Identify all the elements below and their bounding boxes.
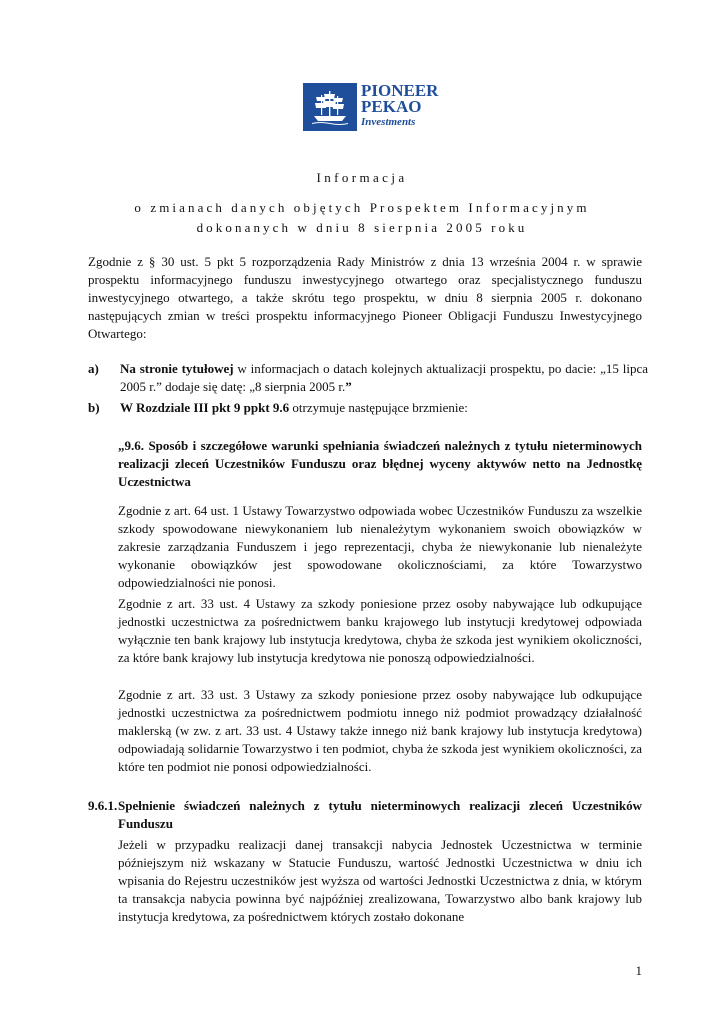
item-bold-tail: ” [345, 379, 352, 394]
logo-line3: Investments [361, 116, 416, 128]
item-marker: b) [88, 400, 100, 415]
item-text: w informacjach o datach kolejnych aktualizacji prospektu, po dacie: „15 lipca 2005 r.” dodaje się datę: „8 sierpnia 2005 r. [120, 361, 648, 394]
paragraph-2: Zgodnie z art. 33 ust. 4 Ustawy za szkody poniesione przez osoby nabywające lub odkupujące jednostki uczestnictwa za pośrednictwem banku krajowego lub instytucji kredytowej odpowiada wyłącznie ten bank krajowy lub instytucja kredytowa, chyba że szkoda jest wynikiem okoliczności, za które bank krajowy lub instytucja kredytowa nie ponoszą odpowiedzialności. [118, 596, 642, 665]
company-logo [303, 83, 438, 131]
logo-line2: PEKAO [361, 97, 422, 116]
document-title: Informacja [316, 170, 408, 185]
list-item-b [88, 399, 648, 417]
paragraph-1: Zgodnie z art. 64 ust. 1 Ustawy Towarzystwo odpowiada wobec Uczestników Funduszu za wszelkie szkody spowodowane niewykonaniem lub nienależytym wykonaniem swoich obowiązków w zakresie zarządzania Funduszem i jego reprezentacji, chyba że niewykonanie lub nienależyte wykonanie obowiązków jest spowodowane okolicznościami, za które Towarzystwo odpowiedzialności nie ponosi. [118, 503, 642, 590]
subtitle-line2: dokonanych w dniu 8 sierpnia 2005 roku [196, 220, 528, 235]
item-bold-lead: Na stronie tytułowej [120, 361, 234, 376]
list-item-a [88, 360, 648, 396]
ship-icon [303, 83, 357, 131]
subsection-heading [88, 797, 642, 833]
item-text: otrzymuje następujące brzmienie: [289, 400, 468, 415]
subsection-number: 9.6.1. [88, 798, 118, 813]
subsection-title: Spełnienie świadczeń należnych z tytułu nieterminowych realizacji zleceń Uczestników Funduszu [118, 798, 642, 831]
section-heading: „9.6. Sposób i szczegółowe warunki spełniania świadczeń należnych z tytułu nieterminowych realizacji zleceń Uczestników Funduszu oraz błędnej wyceny aktywów netto na Jednostkę Uczestnictwa [118, 438, 642, 489]
paragraph-4: Jeżeli w przypadku realizacji danej transakcji nabycia Jednostek Uczestnictwa w terminie późniejszym niż wskazany w Statucie Funduszu, wartość Jednostki Uczestnictwa w dniu ich wpisania do Rejestru uczestników jest wyższa od wartości Jednostki Uczestnictwa z dnia, w którym ta transakcja nabycia powinna być najpóźniej zrealizowana, Towarzystwo albo bank krajowy lub instytucja kredytowa, za pośrednictwem których zostało dokonane [118, 837, 642, 924]
item-body [120, 399, 648, 417]
subtitle-line1: o zmianach danych objętych Prospektem Informacyjnym [134, 200, 590, 215]
item-body [120, 360, 648, 396]
intro-paragraph: Zgodnie z § 30 ust. 5 pkt 5 rozporządzenia Rady Ministrów z dnia 13 września 2004 r. w sprawie prospektu informacyjnego funduszu inwestycyjnego otwartego oraz specjalistycznego funduszu inwestycyjnego otwartego, a także skrótu tego prospektu, w dniu 8 sierpnia 2005 r. dokonano następujących zmian w treści prospektu informacyjnego Pioneer Obligacji Funduszu Inwestycyjnego Otwartego: [88, 254, 642, 341]
item-marker: a) [88, 361, 99, 376]
logo-wordmark [361, 83, 438, 131]
page-number: 1 [635, 963, 642, 978]
logo-line1: PIONEER [361, 81, 439, 100]
item-bold-lead: W Rozdziale III pkt 9 ppkt 9.6 [120, 400, 290, 415]
paragraph-3: Zgodnie z art. 33 ust. 3 Ustawy za szkody poniesione przez osoby nabywające lub odkupujące jednostki uczestnictwa za pośrednictwem podmiotu innego niż podmiot prowadzący działalność maklerską (w zw. z art. 33 ust. 4 Ustawy także innego niż bank krajowy lub instytucja kredytowa) odpowiadają solidarnie Towarzystwo i ten podmiot, chyba że szkoda jest wynikiem okoliczności, za które ten podmiot nie ponosi odpowiedzialności. [118, 687, 642, 774]
